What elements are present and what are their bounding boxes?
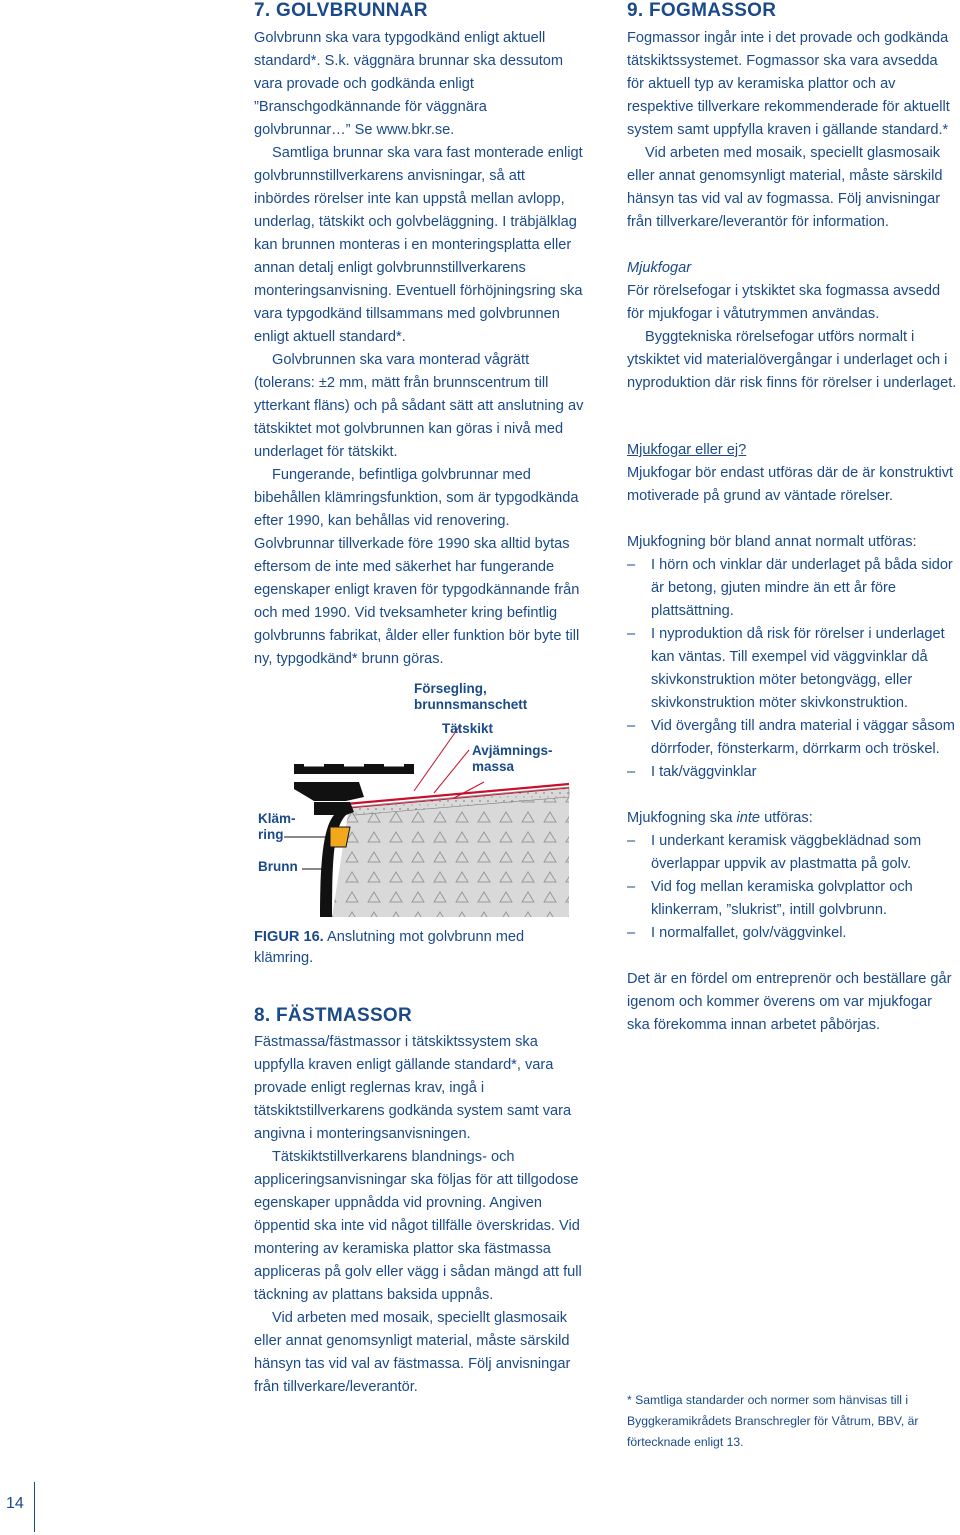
section-9-heading: 9. FOGMASSOR: [627, 0, 777, 21]
section-7-paragraph-4: Fungerande, befintliga golvbrunnar med bibehållen klämringsfunktion, som är typgodkända efter 1990, kan behållas vid renovering. Golvbrunnar tillverkade före 1990 ska alltid bytas eftersom de inte med säkerhet har fungerande egenskaper enligt kraven för typgodkännande från och med 1990. Vid tveksamheter kring befintlig golvbrunns fabrikat, ålder eller funktion bör byte till ny, typgodkänd* brunn göras.: [254, 467, 580, 667]
list-item: – I hörn och vinklar där underlaget på båda sidor är betong, gjuten mindre än ett år före plattsättning.: [627, 554, 957, 623]
mjukfogar-question-heading: Mjukfogar eller ej?: [627, 442, 747, 458]
clamp-ring-shape: [330, 827, 350, 847]
list-item: – I underkant keramisk väggbeklädnad som överlappar uppvik av plastmatta på golv.: [627, 830, 957, 876]
footnote: * Samtliga standarder och normer som hänvisas till i Byggkeramikrådets Branschregler för Våtrum, BBV, är förtecknade enligt 13.: [627, 1393, 919, 1449]
label-klamring: Kläm-ring: [258, 811, 296, 842]
should-list: [627, 554, 957, 784]
not-intro-part: Mjukfogning ska: [627, 810, 737, 826]
list-item: – I nyproduktion då risk för rörelser i underlaget kan väntas. Till exempel vid väggvinklar då skivkonstruktion möter betongvägg, eller skivkonstruktion möter skivkonstruktion.: [627, 623, 957, 715]
label-brunn: Brunn: [258, 859, 298, 874]
figure-caption-label: FIGUR 16.: [254, 929, 324, 945]
section-8-paragraph-2: Tätskiktstillverkarens blandnings- och appliceringsanvisningar ska följas för att tillgodose egenskaper uppnådda vid provning. Angiven öppentid ska inte vid något tillfälle överskridas. Vid montering av keramiska plattor ska fästmassa appliceras på golv eller vägg i sådan mängd att full täckning av plattans baksida uppnås.: [254, 1149, 582, 1303]
figure-caption: [254, 927, 554, 969]
mjukfogar-paragraph-1: För rörelsefogar i ytskiktet ska fogmassa avsedd för mjukfogar i våtutrymmen användas.: [627, 283, 941, 322]
section-7-paragraph-1: Golvbrunn ska vara typgodkänd enligt aktuell standard*. S.k. väggnära brunnar ska dessutom vara provade och godkända enligt ”Branschgodkännande för väggnära golvbrunnar…” Se www.bkr.se.: [254, 30, 564, 138]
section-9-paragraph-1: Fogmassor ingår inte i det provade och godkända tätskiktssystemet. Fogmassor ska vara avsedda för aktuell typ av keramiska plattor och av respektive tillverkare rekommenderade för aktuellt system samt uppfylla kraven i gällande standard.*: [627, 30, 950, 138]
list-item: – I tak/väggvinklar: [627, 761, 957, 784]
mjukfogar-paragraph-2: Byggtekniska rörelsefogar utförs normalt i ytskiktet vid materialövergångar i underlaget och i nyproduktion där risk finns för rörelser i underlaget.: [627, 329, 957, 391]
not-list: [627, 830, 957, 945]
page-number: 14: [6, 1495, 24, 1512]
section-7-paragraph-3: Golvbrunnen ska vara monterad vågrätt (tolerans: ±2 mm, mätt från brunnscentrum till ytterkant fläns) och på sådant sätt att anslutning av tätskiktet mot golvbrunnen kan göras i nivå med underlaget för tätskikt.: [254, 352, 584, 460]
column-right: [627, 0, 957, 1449]
page-number-rule: [34, 1482, 35, 1532]
section-8-heading: 8. FÄSTMASSOR: [254, 1005, 413, 1026]
figure-caption-text: Anslutning mot golvbrunn med klämring.: [254, 929, 525, 966]
section-7-paragraph-2: Samtliga brunnar ska vara fast monterade enligt golvbrunnstillverkarens anvisningar, så att inbördes rörelser inte kan uppstå mellan avlopp, underlag, tätskikt och golvbeläggning. I träbjälklag kan brunnen monteras i en monteringsplatta eller annan detalj enligt golvbrunnstillverkarens monteringsanvisning. Eventuell förhöjningsring ska vara typgodkänd tillsammans med golvbrunnen enligt aktuell standard*.: [254, 145, 583, 345]
mjukfogar-heading: Mjukfogar: [627, 260, 692, 276]
drain-flange: [294, 782, 364, 801]
not-intro-emphasis: inte: [736, 810, 761, 826]
column-middle: [254, 0, 584, 1399]
not-intro-part: utföras:: [760, 810, 813, 826]
label-forsegling: Försegling, brunnsmanschett: [414, 681, 528, 712]
drain-diagram: [254, 687, 574, 917]
section-9-paragraph-2: Vid arbeten med mosaik, speciellt glasmosaik eller annat genomsynligt material, måste särskild hänsyn tas vid val av fogmassa. Följ anvisningar från tillverkare/leverantör för information.: [627, 145, 943, 230]
mjukfogar-question-text: Mjukfogar bör endast utföras där de är konstruktivt motiverade på grund av väntade rörelser.: [627, 465, 954, 504]
section-8-paragraph-3: Vid arbeten med mosaik, speciellt glasmosaik eller annat genomsynligt material, måste särskild hänsyn tas vid val av fästmassa. Följ anvisningar från tillverkare/leverantör.: [254, 1310, 571, 1395]
list-item: – I normalfallet, golv/väggvinkel.: [627, 922, 957, 945]
should-intro: Mjukfogning bör bland annat normalt utföras:: [627, 534, 917, 550]
section-8-paragraph-1: Fästmassa/fästmassor i tätskiktssystem ska uppfylla kraven enligt gällande standard*, vara provade enligt reglernas krav, ingå i tätskiktstillverkarens godkända system samt vara angivna i monteringsanvisningen.: [254, 1034, 572, 1142]
not-intro: [627, 807, 957, 830]
label-tatskikt: Tätskikt: [442, 721, 494, 736]
section-7-heading: 7. GOLVBRUNNAR: [254, 0, 428, 21]
list-item: – Vid övergång till andra material i väggar såsom dörrfoder, fönsterkarm, dörrkarm och tröskel.: [627, 715, 957, 761]
advice-paragraph: Det är en fördel om entreprenör och beställare går igenom och kommer överens om var mjukfogar ska förekomma innan arbetet påbörjas.: [627, 971, 952, 1033]
list-item: – Vid fog mellan keramiska golvplattor och klinkerram, ”slukrist”, intill golvbrunn.: [627, 876, 957, 922]
figure-16: [254, 681, 574, 917]
label-avjamning: Avjämnings-massa: [472, 743, 553, 774]
